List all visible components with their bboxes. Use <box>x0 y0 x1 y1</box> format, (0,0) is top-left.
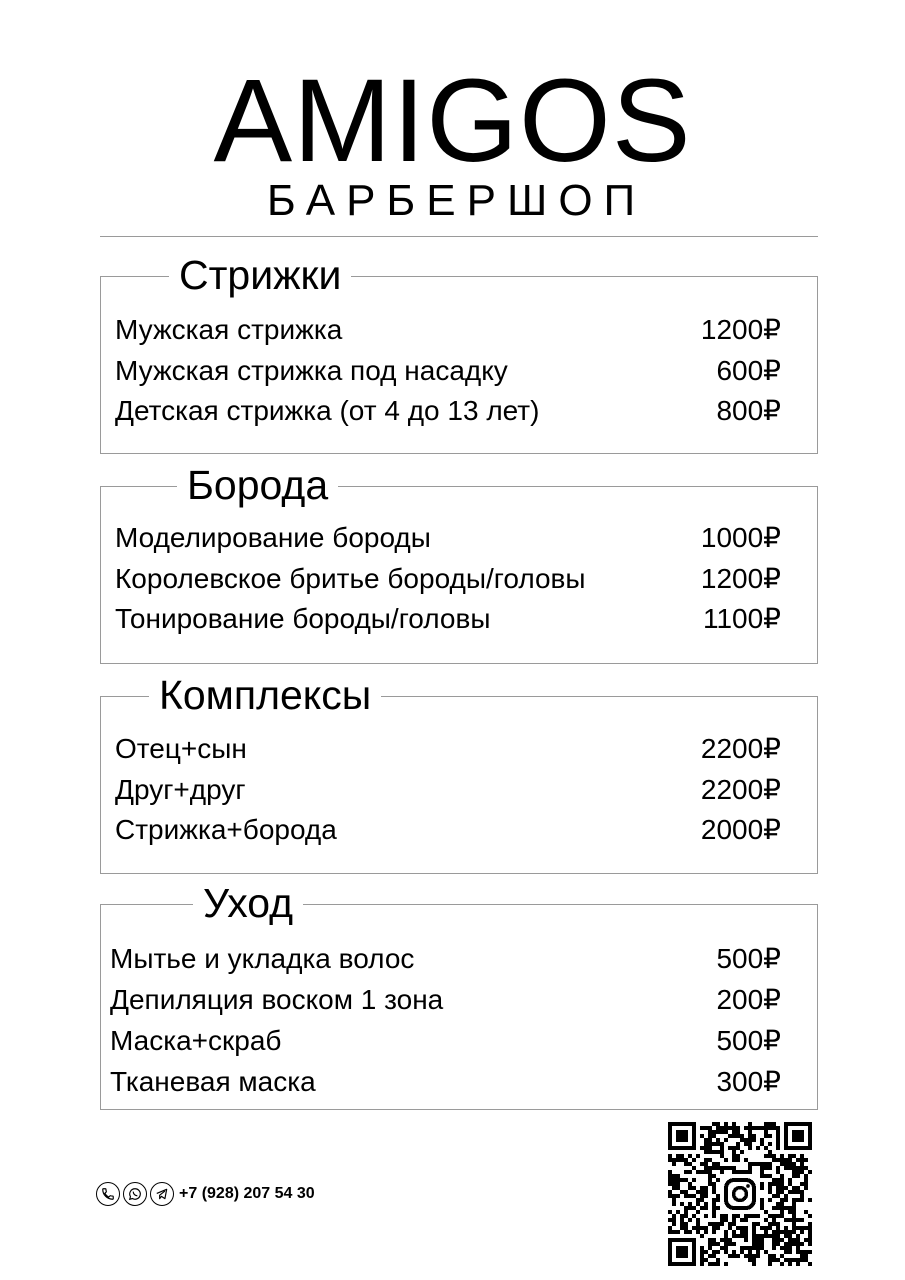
contacts <box>96 1180 315 1208</box>
section-title: Уход <box>193 879 303 927</box>
item-price: 1100₽ <box>702 603 781 634</box>
item-name: Королевское бритье бороды/головы <box>115 563 586 594</box>
item-name: Стрижка+борода <box>115 814 337 845</box>
section-care <box>100 880 818 1110</box>
list-item <box>110 1021 781 1061</box>
item-name: Отец+сын <box>115 733 247 764</box>
item-price: 2200₽ <box>700 774 781 805</box>
item-price: 500₽ <box>716 943 781 974</box>
divider <box>100 236 818 237</box>
phone-number[interactable]: +7 (928) 207 54 30 <box>179 1185 315 1202</box>
item-name: Мужская стрижка <box>115 314 343 345</box>
list-item <box>115 351 781 391</box>
section-haircuts <box>100 252 818 454</box>
whatsapp-icon[interactable] <box>123 1182 147 1206</box>
list-item <box>115 518 781 558</box>
section-beard <box>100 462 818 664</box>
list-item <box>115 729 781 769</box>
item-name: Мытье и укладка волос <box>110 943 415 974</box>
brand-subtitle: БАРБЕРШОП <box>266 176 647 225</box>
telegram-icon[interactable] <box>150 1182 174 1206</box>
list-item <box>115 599 781 639</box>
item-price: 2000₽ <box>700 814 781 845</box>
phone-icon[interactable] <box>96 1182 120 1206</box>
item-name: Друг+друг <box>115 774 246 805</box>
section-title: Борода <box>177 461 338 509</box>
brand-title: AMIGOS <box>213 55 692 187</box>
list-item <box>115 310 781 350</box>
item-price: 1000₽ <box>700 522 781 553</box>
item-price: 200₽ <box>716 984 781 1015</box>
section-title: Стрижки <box>169 251 351 299</box>
item-price: 500₽ <box>716 1025 781 1056</box>
list-item <box>115 770 781 810</box>
item-price: 1200₽ <box>700 563 781 594</box>
item-name: Маска+скраб <box>110 1025 282 1056</box>
item-price: 300₽ <box>716 1066 781 1097</box>
item-price: 2200₽ <box>700 733 781 764</box>
list-item <box>115 810 781 850</box>
section-title: Комплексы <box>149 671 381 719</box>
item-price: 600₽ <box>716 355 781 386</box>
list-item <box>110 939 781 979</box>
list-item <box>115 559 781 599</box>
list-item <box>110 980 781 1020</box>
list-item <box>115 391 781 431</box>
item-name: Мужская стрижка под насадку <box>115 355 508 386</box>
section-combos <box>100 672 818 874</box>
qr-code[interactable] <box>668 1122 812 1266</box>
instagram-icon <box>722 1176 758 1212</box>
item-price: 800₽ <box>716 395 781 426</box>
item-price: 1200₽ <box>700 314 781 345</box>
item-name: Тонирование бороды/головы <box>115 603 491 634</box>
list-item <box>110 1062 781 1102</box>
item-name: Тканевая маска <box>110 1066 316 1097</box>
item-name: Депиляция воском 1 зона <box>110 984 444 1015</box>
item-name: Детская стрижка (от 4 до 13 лет) <box>115 395 540 426</box>
item-name: Моделирование бороды <box>115 522 431 553</box>
